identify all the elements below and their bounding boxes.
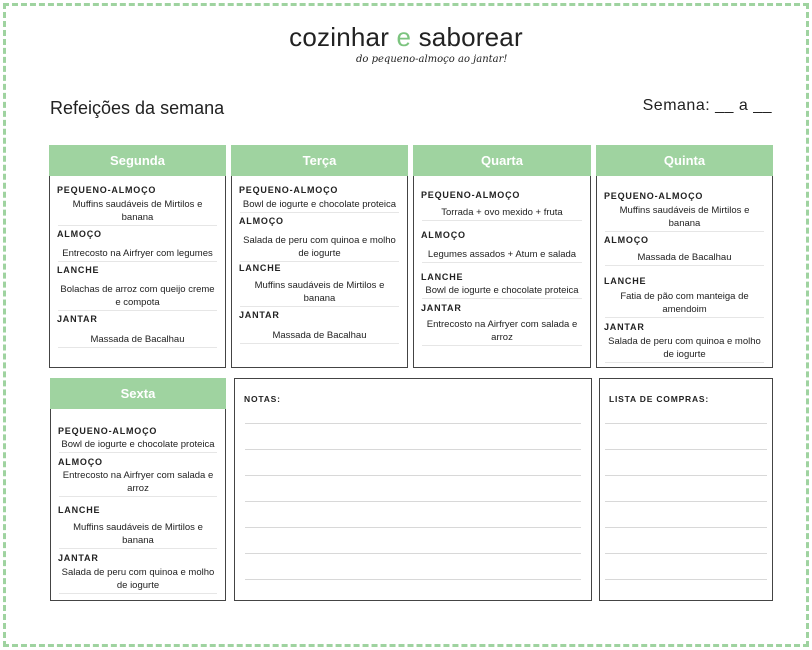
lunch-meal[interactable]: Legumes assados + Atum e salada (422, 248, 582, 263)
shopping-line (605, 449, 767, 450)
brand-word-2: saborear (418, 22, 523, 52)
breakfast-meal[interactable]: Muffins saudáveis de Mirtilos e banana (605, 204, 764, 232)
brand-word-1: cozinhar (289, 22, 390, 52)
dinner-meal[interactable]: Salada de peru com quinoa e molho de iogurte (59, 566, 217, 594)
note-line (245, 501, 581, 502)
day-header: Terça (231, 145, 408, 176)
snack-meal[interactable]: Bowl de iogurte e chocolate proteica (422, 284, 582, 299)
dinner-label: JANTAR (58, 553, 99, 563)
day-header: Quinta (596, 145, 773, 176)
notes-panel[interactable] (234, 378, 592, 601)
day-card-friday (50, 378, 226, 601)
note-line (245, 527, 581, 528)
lunch-label: ALMOÇO (57, 229, 102, 239)
note-line (245, 449, 581, 450)
snack-meal[interactable]: Bolachas de arroz com queijo creme e compota (58, 283, 217, 311)
breakfast-label: PEQUENO-ALMOÇO (239, 185, 339, 195)
breakfast-meal[interactable]: Bowl de iogurte e chocolate proteica (59, 438, 217, 453)
notes-title: NOTAS: (244, 394, 281, 404)
breakfast-meal[interactable]: Bowl de iogurte e chocolate proteica (240, 198, 399, 213)
note-line (245, 423, 581, 424)
day-card-monday (49, 145, 226, 368)
snack-label: LANCHE (239, 263, 282, 273)
breakfast-meal[interactable]: Torrada + ovo mexido + fruta (422, 206, 582, 221)
day-card-tuesday (231, 145, 408, 368)
lunch-meal[interactable]: Salada de peru com quinoa e molho de iogurte (240, 234, 399, 262)
day-card-wednesday (413, 145, 591, 368)
lunch-meal[interactable]: Entrecosto na Airfryer com salada e arroz (59, 469, 217, 497)
brand-amp: e (396, 22, 412, 52)
day-header: Segunda (49, 145, 226, 176)
brand-tagline: do pequeno-almoço ao jantar! (356, 54, 508, 65)
snack-meal[interactable]: Fatia de pão com manteiga de amendoim (605, 290, 764, 318)
lunch-meal[interactable]: Entrecosto na Airfryer com legumes (58, 247, 217, 262)
shopping-line (605, 423, 767, 424)
note-line (245, 475, 581, 476)
shopping-list-title: LISTA DE COMPRAS: (609, 394, 710, 404)
snack-label: LANCHE (421, 272, 464, 282)
brand-logo (0, 22, 812, 53)
dinner-meal[interactable]: Entrecosto na Airfryer com salada e arroz (422, 318, 582, 346)
shopping-line (605, 475, 767, 476)
snack-label: LANCHE (57, 265, 100, 275)
breakfast-label: PEQUENO-ALMOÇO (57, 185, 157, 195)
shopping-line (605, 501, 767, 502)
shopping-line (605, 553, 767, 554)
snack-label: LANCHE (604, 276, 647, 286)
lunch-label: ALMOÇO (239, 216, 284, 226)
lunch-label: ALMOÇO (421, 230, 466, 240)
week-range-field[interactable]: Semana: __ a __ (642, 97, 772, 114)
snack-meal[interactable]: Muffins saudáveis de Mirtilos e banana (240, 279, 399, 307)
day-header: Quarta (413, 145, 591, 176)
breakfast-label: PEQUENO-ALMOÇO (421, 190, 521, 200)
snack-label: LANCHE (58, 505, 101, 515)
note-line (245, 579, 581, 580)
shopping-line (605, 579, 767, 580)
breakfast-label: PEQUENO-ALMOÇO (58, 426, 158, 436)
breakfast-label: PEQUENO-ALMOÇO (604, 191, 704, 201)
dinner-meal[interactable]: Salada de peru com quinoa e molho de iogurte (605, 335, 764, 363)
lunch-label: ALMOÇO (58, 457, 103, 467)
snack-meal[interactable]: Muffins saudáveis de Mirtilos e banana (59, 521, 217, 549)
note-line (245, 553, 581, 554)
dinner-label: JANTAR (421, 303, 462, 313)
day-header: Sexta (50, 378, 226, 409)
shopping-line (605, 527, 767, 528)
page-title: Refeições da semana (50, 98, 225, 118)
dinner-meal[interactable]: Massada de Bacalhau (240, 329, 399, 344)
lunch-label: ALMOÇO (604, 235, 649, 245)
dinner-label: JANTAR (57, 314, 98, 324)
dinner-label: JANTAR (239, 310, 280, 320)
day-card-thursday (596, 145, 773, 368)
breakfast-meal[interactable]: Muffins saudáveis de Mirtilos e banana (58, 198, 217, 226)
lunch-meal[interactable]: Massada de Bacalhau (605, 251, 764, 266)
dinner-meal[interactable]: Massada de Bacalhau (58, 333, 217, 348)
shopping-list-panel[interactable] (599, 378, 773, 601)
dinner-label: JANTAR (604, 322, 645, 332)
